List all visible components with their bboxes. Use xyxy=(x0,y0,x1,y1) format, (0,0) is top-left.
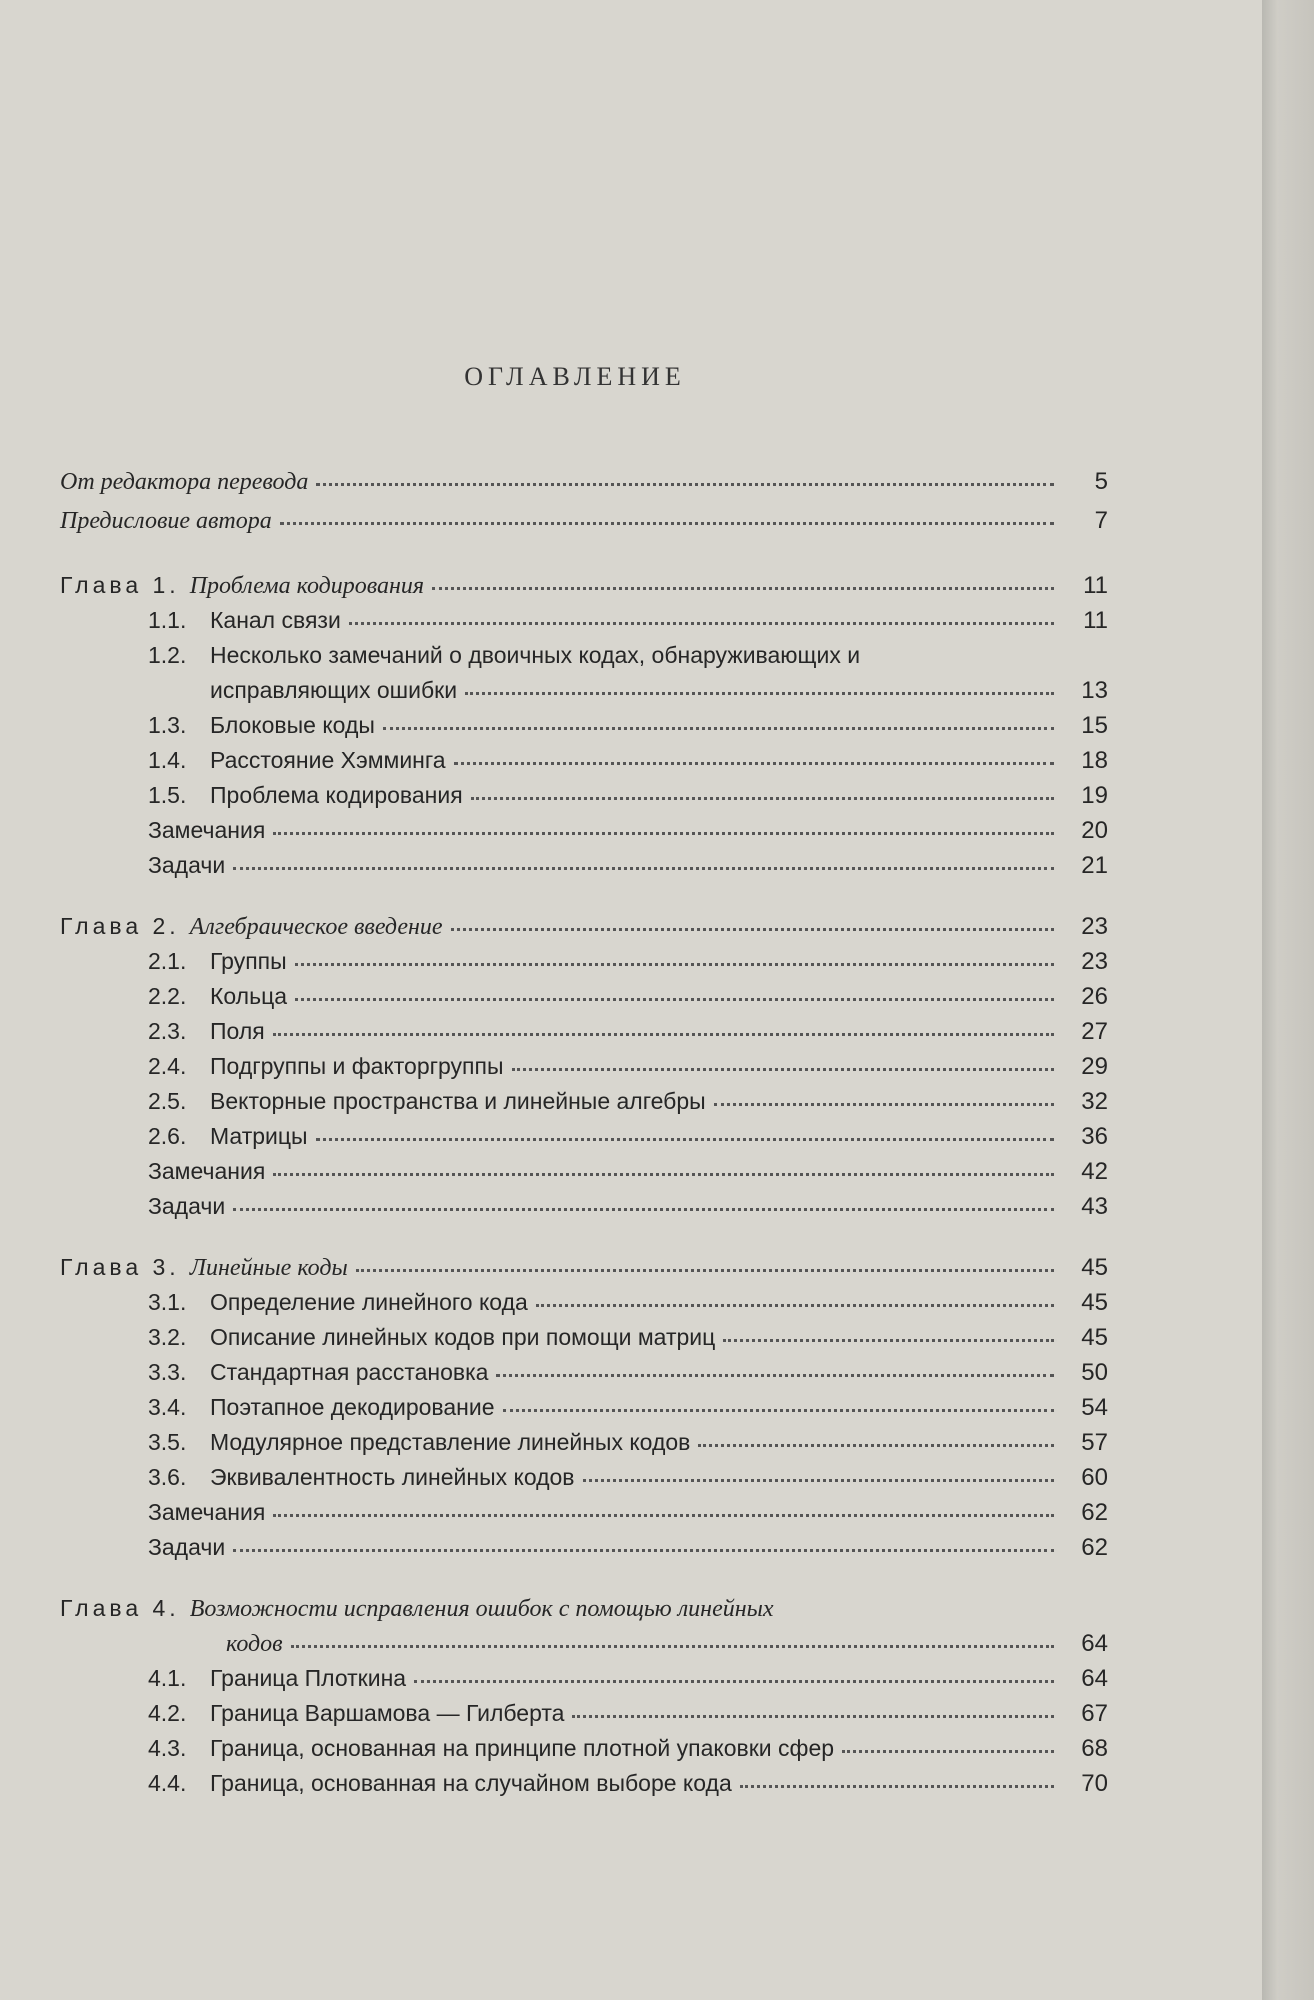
dot-leader xyxy=(349,622,1054,625)
toc-entry xyxy=(60,1665,1108,1700)
page-number: 15 xyxy=(1081,712,1108,739)
page-number: 54 xyxy=(1081,1394,1108,1421)
chapter-gap xyxy=(60,1228,1108,1254)
toc-entry xyxy=(60,817,1108,852)
section-title: Векторные пространства и линейные алгебры xyxy=(210,1088,706,1114)
section-title: Поэтапное декодирование xyxy=(210,1394,495,1420)
toc-entry xyxy=(60,747,1108,782)
page-number: 21 xyxy=(1081,852,1108,879)
toc-entry xyxy=(60,1630,1108,1665)
toc-entry xyxy=(60,1534,1108,1569)
chapter-label: Глава 4. xyxy=(60,1595,180,1621)
toc-entry xyxy=(60,712,1108,747)
section-title: Замечания xyxy=(148,1158,266,1184)
toc-entry xyxy=(60,1088,1108,1123)
dot-leader xyxy=(291,1645,1054,1648)
toc-entry xyxy=(60,1324,1108,1359)
page-number: 64 xyxy=(1081,1665,1108,1692)
toc-entry xyxy=(60,1053,1108,1088)
chapter-title-continued: кодов xyxy=(226,1631,283,1657)
section-title: Блоковые коды xyxy=(210,712,375,738)
dot-leader xyxy=(233,1208,1054,1211)
toc-entry xyxy=(60,983,1108,1018)
page-number: 43 xyxy=(1081,1193,1108,1220)
section-title: Задачи xyxy=(148,852,226,878)
page-number: 7 xyxy=(1094,507,1108,534)
page-number: 27 xyxy=(1081,1018,1108,1045)
dot-leader xyxy=(512,1068,1055,1071)
section-title: Граница Плоткина xyxy=(210,1665,407,1691)
toc-entry xyxy=(60,948,1108,983)
section-number: 2.1. xyxy=(148,948,187,974)
chapter-gap xyxy=(60,1569,1108,1595)
page-number: 29 xyxy=(1081,1053,1108,1080)
page-number: 13 xyxy=(1081,677,1108,704)
page-number: 23 xyxy=(1081,948,1108,975)
section-number: 3.1. xyxy=(148,1289,187,1315)
page-number: 70 xyxy=(1081,1770,1108,1797)
toc-entry xyxy=(60,507,1108,542)
chapter-title: Возможности исправления ошибок с помощью линейных xyxy=(189,1596,774,1622)
toc-entry xyxy=(60,677,1108,712)
section-title: Замечания xyxy=(148,817,266,843)
section-number: 4.2. xyxy=(148,1700,187,1726)
section-title: Подгруппы и факторгруппы xyxy=(210,1053,504,1079)
dot-leader xyxy=(273,1173,1054,1176)
dot-leader xyxy=(503,1409,1054,1412)
section-title: Модулярное представление линейных кодов xyxy=(210,1429,691,1455)
dot-leader xyxy=(536,1304,1054,1307)
toc-entry xyxy=(60,1595,1108,1630)
dot-leader xyxy=(316,1138,1054,1141)
section-number: 3.4. xyxy=(148,1394,187,1420)
toc-entry xyxy=(60,1770,1108,1805)
dot-leader xyxy=(432,587,1054,590)
toc-entry xyxy=(60,782,1108,817)
toc-entry xyxy=(60,1123,1108,1158)
dot-leader xyxy=(295,998,1054,1001)
toc-entry xyxy=(60,1018,1108,1053)
page-number: 45 xyxy=(1081,1289,1108,1316)
page-number: 19 xyxy=(1081,782,1108,809)
page-number: 50 xyxy=(1081,1359,1108,1386)
section-title: Канал связи xyxy=(210,607,341,633)
section-title: Проблема кодирования xyxy=(210,782,463,808)
page-number: 68 xyxy=(1081,1735,1108,1762)
dot-leader xyxy=(273,1514,1054,1517)
section-number: 4.4. xyxy=(148,1770,187,1796)
toc-entry xyxy=(60,607,1108,642)
section-title: Граница, основанная на случайном выборе кода xyxy=(210,1770,732,1796)
section-title: Замечания xyxy=(148,1499,266,1525)
page-number: 57 xyxy=(1081,1429,1108,1456)
page-number: 62 xyxy=(1081,1499,1108,1526)
section-title: Граница, основанная на принципе плотной упаковки сфер xyxy=(210,1735,835,1761)
dot-leader xyxy=(572,1715,1054,1718)
dot-leader xyxy=(471,797,1054,800)
dot-leader xyxy=(295,963,1054,966)
chapter-label: Глава 1. xyxy=(60,572,180,598)
section-title: Группы xyxy=(210,948,287,974)
chapter-label: Глава 2. xyxy=(60,913,180,939)
section-title: Эквивалентность линейных кодов xyxy=(210,1464,575,1490)
dot-leader xyxy=(273,1033,1054,1036)
section-title: Задачи xyxy=(148,1534,226,1560)
dot-leader xyxy=(233,1549,1054,1552)
section-number: 2.3. xyxy=(148,1018,187,1044)
section-number: 2.6. xyxy=(148,1123,187,1149)
table-of-contents xyxy=(60,468,1108,1805)
toc-entry xyxy=(60,1289,1108,1324)
section-title-continued: исправляющих ошибки xyxy=(210,677,458,703)
section-title: Описание линейных кодов при помощи матриц xyxy=(210,1324,716,1350)
dot-leader xyxy=(496,1374,1054,1377)
section-title: Матрицы xyxy=(210,1123,308,1149)
page-number: 62 xyxy=(1081,1534,1108,1561)
section-number: 3.6. xyxy=(148,1464,187,1490)
section-number: 2.4. xyxy=(148,1053,187,1079)
dot-leader xyxy=(356,1269,1054,1272)
toc-entry xyxy=(60,572,1108,607)
dot-leader xyxy=(714,1103,1054,1106)
page-number: 60 xyxy=(1081,1464,1108,1491)
toc-entry xyxy=(60,1429,1108,1464)
dot-leader xyxy=(723,1339,1054,1342)
dot-leader xyxy=(740,1785,1054,1788)
section-number: 2.5. xyxy=(148,1088,187,1114)
page-number: 18 xyxy=(1081,747,1108,774)
page-number: 36 xyxy=(1081,1123,1108,1150)
toc-entry xyxy=(60,1394,1108,1429)
dot-leader xyxy=(454,762,1054,765)
dot-leader xyxy=(316,483,1054,486)
toc-entry xyxy=(60,1700,1108,1735)
chapter-gap xyxy=(60,546,1108,572)
toc-entry xyxy=(60,1158,1108,1193)
toc-entry xyxy=(60,1254,1108,1289)
dot-leader xyxy=(842,1750,1054,1753)
entry-title: Предисловие автора xyxy=(60,508,272,534)
toc-entry xyxy=(60,1464,1108,1499)
section-number: 1.5. xyxy=(148,782,187,808)
dot-leader xyxy=(273,832,1054,835)
dot-leader xyxy=(451,928,1054,931)
dot-leader xyxy=(414,1680,1054,1683)
section-title: Кольца xyxy=(210,983,288,1009)
toc-entry xyxy=(60,1735,1108,1770)
section-number: 1.1. xyxy=(148,607,187,633)
toc-entry xyxy=(60,1499,1108,1534)
section-title: Граница Варшамова — Гилберта xyxy=(210,1700,565,1726)
section-number: 3.2. xyxy=(148,1324,187,1350)
section-number: 3.5. xyxy=(148,1429,187,1455)
page-number: 45 xyxy=(1081,1254,1108,1281)
toc-entry xyxy=(60,642,1108,677)
section-number: 2.2. xyxy=(148,983,187,1009)
page-number: 64 xyxy=(1081,1630,1108,1657)
toc-entry xyxy=(60,1359,1108,1394)
dot-leader xyxy=(280,522,1054,525)
dot-leader xyxy=(233,867,1054,870)
chapter-title: Алгебраическое введение xyxy=(189,914,443,940)
section-title: Расстояние Хэмминга xyxy=(210,747,446,773)
page-number: 23 xyxy=(1081,913,1108,940)
chapter-gap xyxy=(60,887,1108,913)
toc-entry xyxy=(60,913,1108,948)
dot-leader xyxy=(465,692,1054,695)
dot-leader xyxy=(698,1444,1054,1447)
section-number: 3.3. xyxy=(148,1359,187,1385)
page-number: 11 xyxy=(1083,572,1108,599)
page-edge xyxy=(1262,0,1314,2000)
page-number: 42 xyxy=(1081,1158,1108,1185)
chapter-label: Глава 3. xyxy=(60,1254,180,1280)
dot-leader xyxy=(583,1479,1054,1482)
section-number: 1.4. xyxy=(148,747,187,773)
section-title: Задачи xyxy=(148,1193,226,1219)
page-number: 20 xyxy=(1081,817,1108,844)
entry-title: От редактора перевода xyxy=(60,469,309,495)
chapter-title: Линейные коды xyxy=(189,1255,348,1281)
toc-entry xyxy=(60,852,1108,887)
section-number: 1.2. xyxy=(148,642,187,668)
chapter-title: Проблема кодирования xyxy=(189,573,425,599)
toc-entry xyxy=(60,468,1108,503)
page-number: 11 xyxy=(1083,607,1108,634)
section-title: Определение линейного кода xyxy=(210,1289,528,1315)
page-number: 32 xyxy=(1081,1088,1108,1115)
section-title: Стандартная расстановка xyxy=(210,1359,489,1385)
section-title: Поля xyxy=(210,1018,265,1044)
page-number: 26 xyxy=(1081,983,1108,1010)
page-number: 5 xyxy=(1094,468,1108,495)
page-title: ОГЛАВЛЕНИЕ xyxy=(464,362,686,391)
page-number: 45 xyxy=(1081,1324,1108,1351)
section-title: Несколько замечаний о двоичных кодах, обнаруживающих и xyxy=(210,642,861,668)
section-number: 1.3. xyxy=(148,712,187,738)
section-number: 4.3. xyxy=(148,1735,187,1761)
section-number: 4.1. xyxy=(148,1665,187,1691)
toc-entry xyxy=(60,1193,1108,1228)
dot-leader xyxy=(383,727,1054,730)
page-number: 67 xyxy=(1081,1700,1108,1727)
